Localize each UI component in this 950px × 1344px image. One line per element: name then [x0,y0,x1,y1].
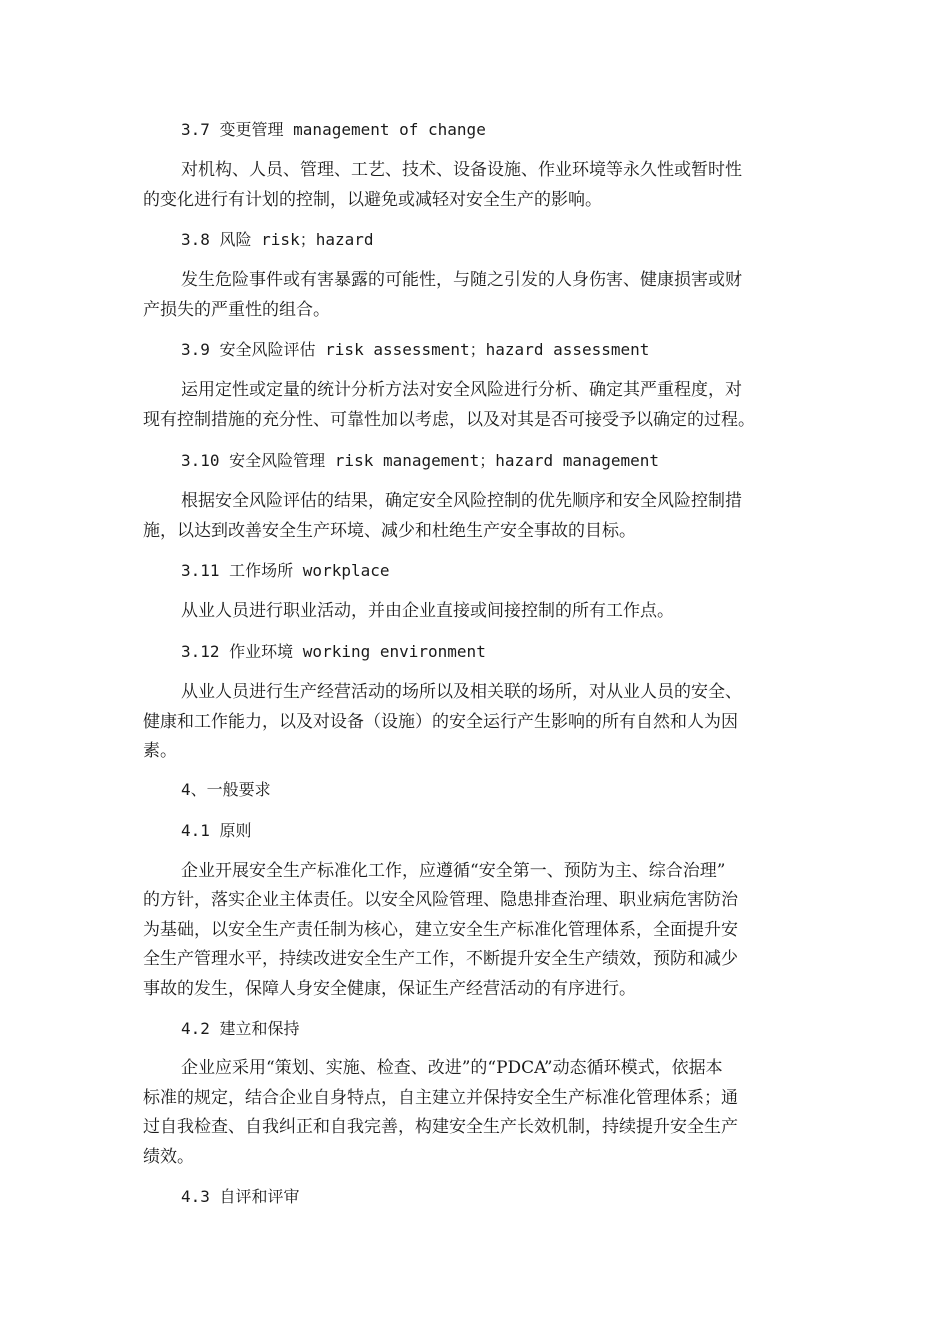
paragraph-line: 事故的发生，保障人身安全健康，保证生产经营活动的有序进行。 [143,979,636,999]
section-heading: 4.2 建立和保持 [181,1019,300,1038]
paragraph-line: 施，以达到改善安全生产环境、减少和杜绝生产安全事故的目标。 [143,521,636,541]
paragraph-line: 从业人员进行职业活动，并由企业直接或间接控制的所有工作点。 [181,601,674,621]
paragraph-line: 企业应采用“策划、实施、检查、改进”的“PDCA”动态循环模式，依据本 [181,1058,723,1078]
section-heading: 4.3 自评和评审 [181,1187,300,1206]
paragraph-line: 全生产管理水平，持续改进安全生产工作，不断提升安全生产绩效，预防和减少 [143,949,738,969]
section-heading: 4、一般要求 [181,780,271,799]
paragraph-line: 为基础，以安全生产责任制为核心，建立安全生产标准化管理体系，全面提升安 [143,920,738,940]
paragraph-line: 企业开展安全生产标准化工作，应遵循“安全第一、预防为主、综合治理” [181,861,726,881]
paragraph-line: 对机构、人员、管理、工艺、技术、设备设施、作业环境等永久性或暂时性 [181,160,742,180]
paragraph-line: 素。 [143,741,177,761]
section-heading: 3.11 工作场所 workplace [181,561,390,580]
section-heading: 3.10 安全风险管理 risk management；hazard management [181,451,660,470]
section-heading: 3.8 风险 risk；hazard [181,230,374,249]
paragraph-line: 的变化进行有计划的控制，以避免或减轻对安全生产的影响。 [143,190,602,210]
section-heading: 4.1 原则 [181,821,252,840]
paragraph-line: 标准的规定，结合企业自身特点，自主建立并保持安全生产标准化管理体系；通 [143,1088,738,1108]
paragraph-line: 现有控制措施的充分性、可靠性加以考虑，以及对其是否可接受予以确定的过程。 [143,410,755,430]
section-heading: 3.12 作业环境 working environment [181,642,486,661]
paragraph-line: 过自我检查、自我纠正和自我完善，构建安全生产长效机制，持续提升安全生产 [143,1117,738,1137]
paragraph-line: 运用定性或定量的统计分析方法对安全风险进行分析、确定其严重程度，对 [181,380,742,400]
paragraph-line: 产损失的严重性的组合。 [143,300,330,320]
section-heading: 3.7 变更管理 management of change [181,120,486,139]
paragraph-line: 根据安全风险评估的结果，确定安全风险控制的优先顺序和安全风险控制措 [181,491,742,511]
section-heading: 3.9 安全风险评估 risk assessment；hazard assessment [181,340,650,359]
paragraph-line: 健康和工作能力，以及对设备（设施）的安全运行产生影响的所有自然和人为因 [143,712,738,732]
paragraph-line: 绩效。 [143,1147,194,1167]
paragraph-line: 发生危险事件或有害暴露的可能性，与随之引发的人身伤害、健康损害或财 [181,270,742,290]
paragraph-line: 的方针，落实企业主体责任。以安全风险管理、隐患排查治理、职业病危害防治 [143,890,738,910]
paragraph-line: 从业人员进行生产经营活动的场所以及相关联的场所，对从业人员的安全、 [181,682,742,702]
